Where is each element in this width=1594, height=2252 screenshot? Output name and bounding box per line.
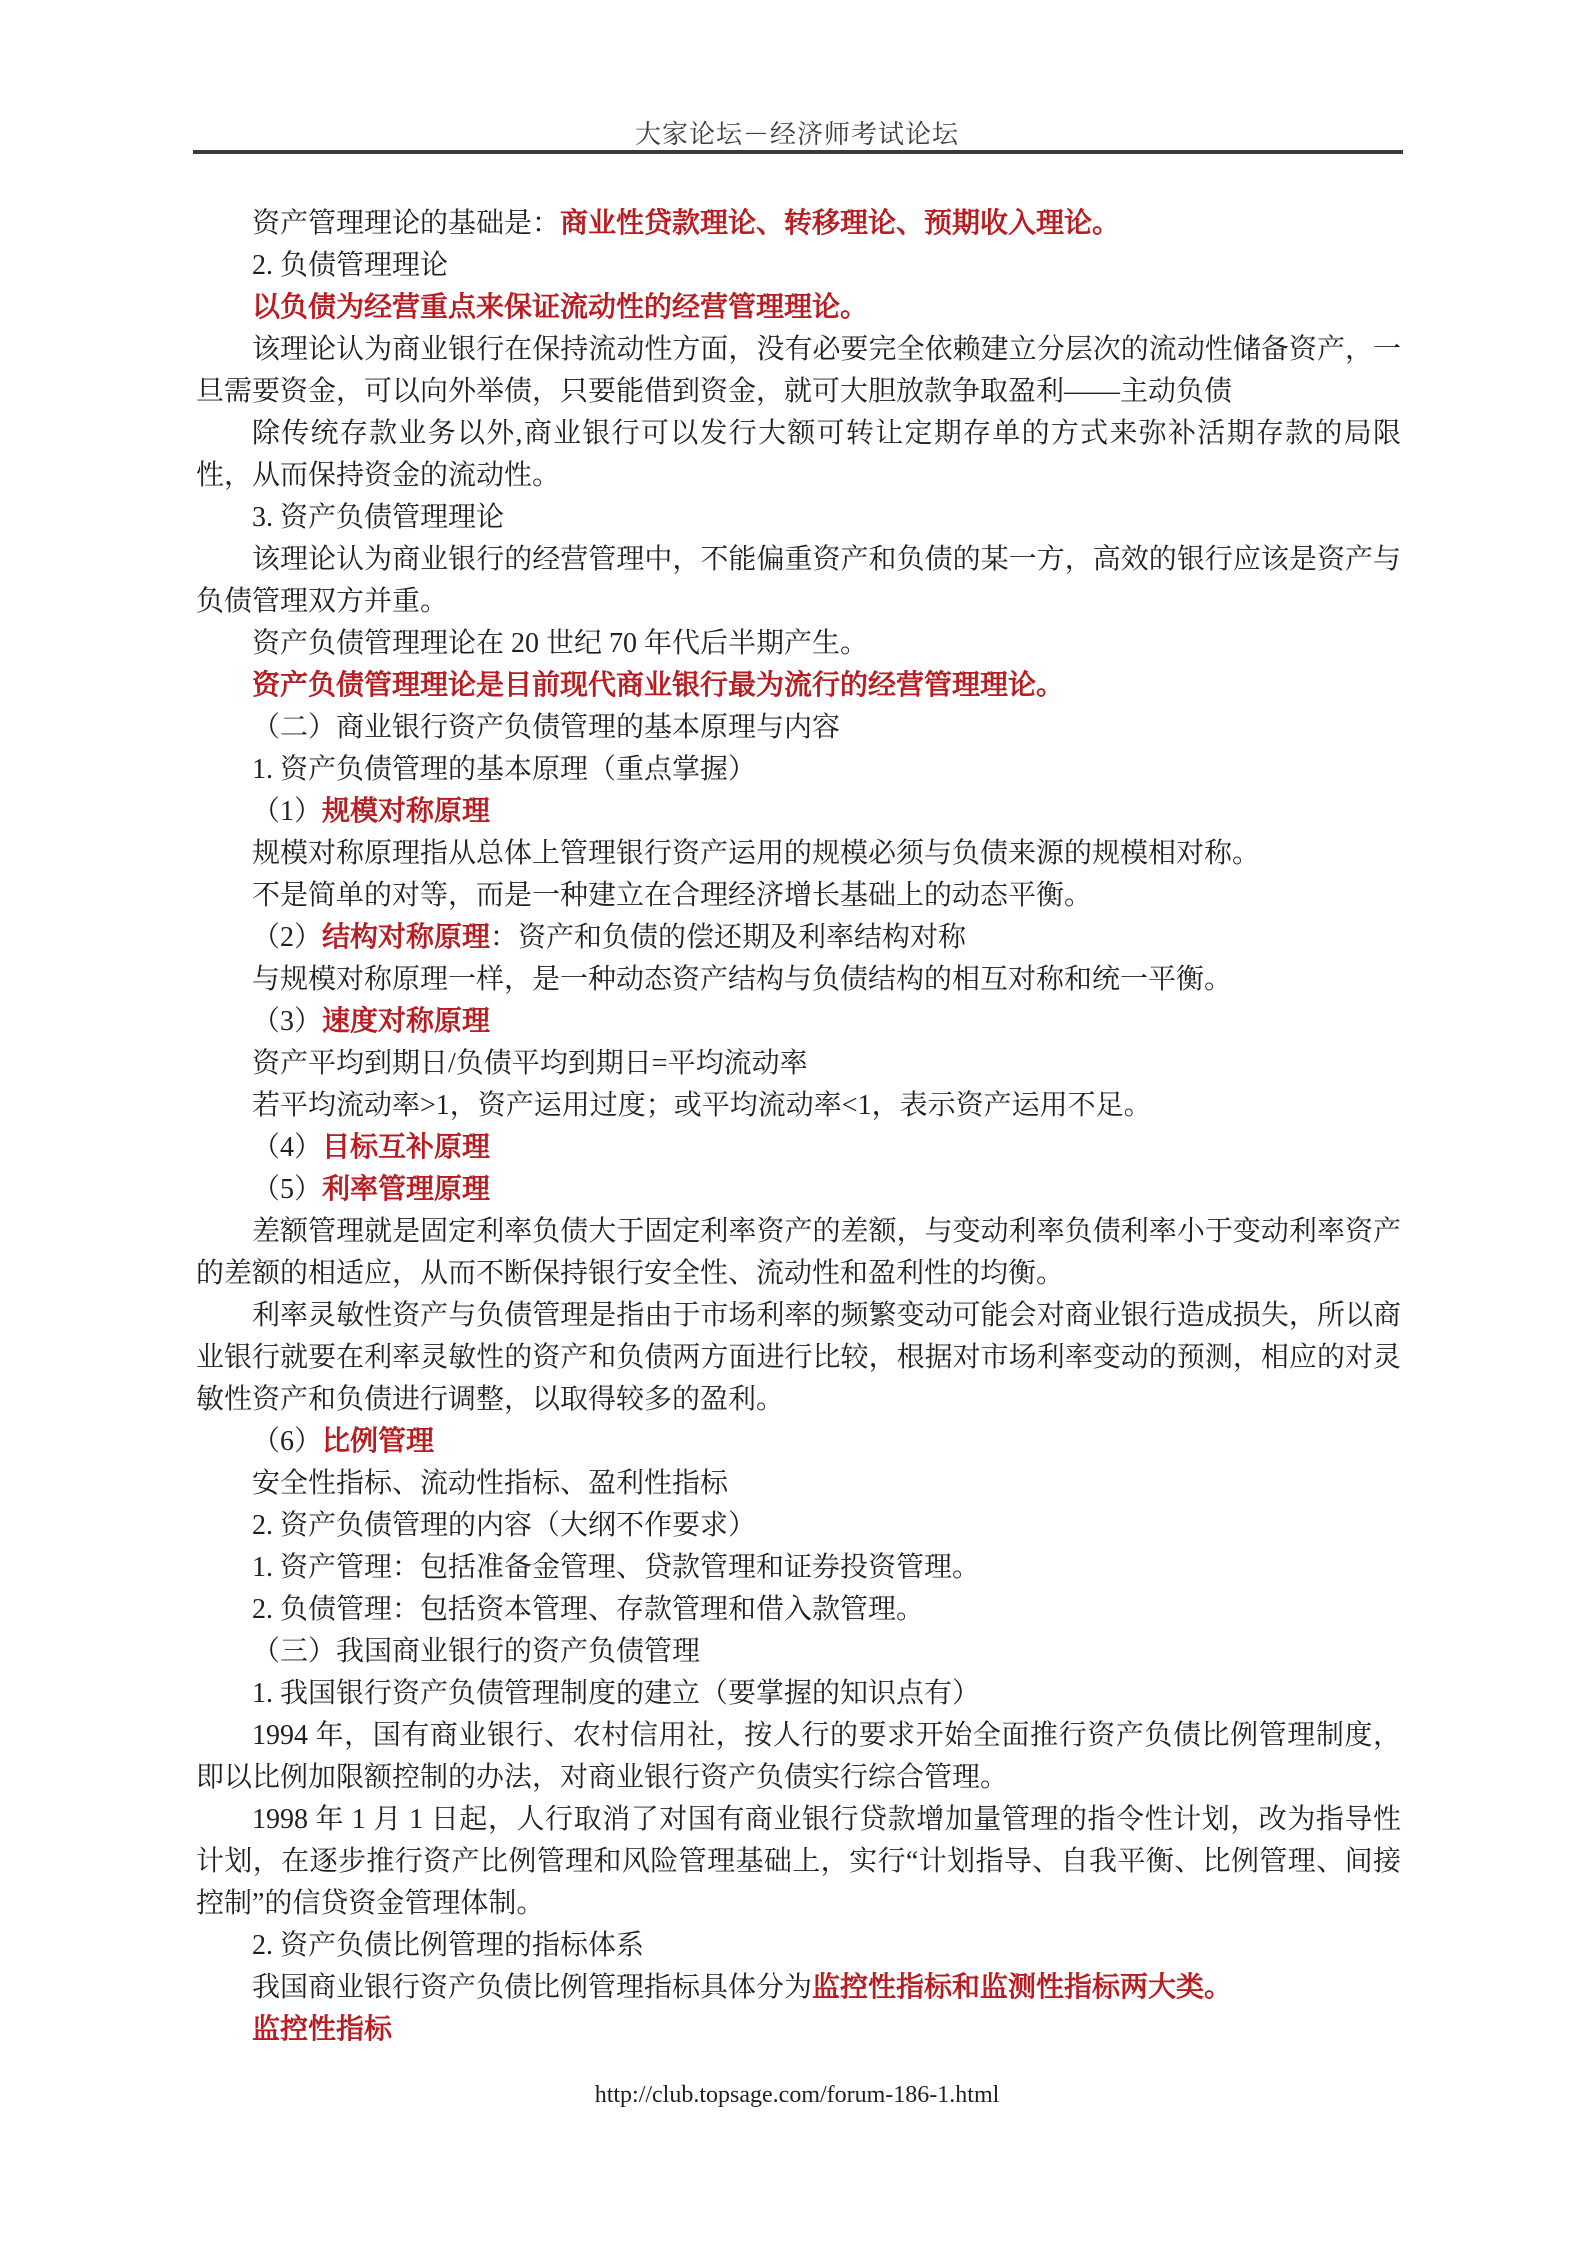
highlight-text-run: 监控性指标和监测性指标两大类。 — [812, 1972, 1233, 2003]
text-run: 2. 资产负债比例管理的指标体系 — [252, 1930, 645, 1961]
text-run: 1994 年，国有商业银行、农村信用社，按人行的要求开始全面推行资产负债比例管理制度，即以比例加限额控制的办法，对商业银行资产负债实行综合管理。 — [196, 1720, 1401, 1793]
page-footer — [0, 2082, 1594, 2109]
text-run: 该理论认为商业银行的经营管理中，不能偏重资产和负债的某一方，高效的银行应该是资产与负债管理双方并重。 — [196, 544, 1401, 617]
paragraph — [196, 707, 1401, 749]
text-run: （5） — [252, 1174, 323, 1205]
highlight-text-run: 目标互补原理 — [322, 1132, 491, 1163]
paragraph — [196, 1799, 1401, 1925]
highlight-text-run: 以负债为经营重点来保证流动性的经营管理理论。 — [252, 292, 869, 323]
paragraph — [196, 329, 1401, 413]
paragraph — [196, 1547, 1401, 1589]
paragraph — [196, 623, 1401, 665]
paragraph — [196, 1967, 1401, 2009]
paragraph — [196, 959, 1401, 1001]
paragraph — [196, 917, 1401, 959]
paragraph — [196, 833, 1401, 875]
paragraph — [196, 539, 1401, 623]
paragraph — [196, 791, 1401, 833]
text-run: 2. 负债管理理论 — [252, 250, 449, 281]
paragraph — [196, 1673, 1401, 1715]
text-run: 1. 资产管理：包括准备金管理、贷款管理和证券投资管理。 — [252, 1552, 981, 1583]
text-run: 除传统存款业务以外,商业银行可以发行大额可转让定期存单的方式来弥补活期存款的局限性，从而保持资金的流动性。 — [196, 418, 1401, 491]
highlight-text-run: 比例管理 — [322, 1426, 435, 1457]
text-run: 资产负债管理理论在 20 世纪 70 年代后半期产生。 — [252, 628, 869, 659]
text-run: （2） — [252, 922, 323, 953]
paragraph — [196, 1211, 1401, 1295]
text-run: 规模对称原理指从总体上管理银行资产运用的规模必须与负债来源的规模相对称。 — [252, 838, 1261, 869]
text-run: （6） — [252, 1426, 323, 1457]
text-run: 1998 年 1 月 1 日起，人行取消了对国有商业银行贷款增加量管理的指令性计划，改为指导性计划，在逐步推行资产比例管理和风险管理基础上，实行“计划指导、自我平衡、比例管理、间接控制”的信贷资金管理体制。 — [196, 1804, 1401, 1919]
highlight-text-run: 速度对称原理 — [322, 1006, 491, 1037]
text-run: 2. 资产负债管理的内容（大纲不作要求） — [252, 1510, 757, 1541]
text-run: （三）我国商业银行的资产负债管理 — [252, 1636, 701, 1667]
paragraph — [196, 1505, 1401, 1547]
paragraph — [196, 1085, 1401, 1127]
paragraph — [196, 1169, 1401, 1211]
paragraph — [196, 203, 1401, 245]
text-run: 2. 负债管理：包括资本管理、存款管理和借入款管理。 — [252, 1594, 925, 1625]
paragraph — [196, 665, 1401, 707]
text-run: 资产管理理论的基础是： — [252, 208, 561, 239]
paragraph — [196, 1631, 1401, 1673]
paragraph — [196, 1001, 1401, 1043]
text-run: 差额管理就是固定利率负债大于固定利率资产的差额，与变动利率负债利率小于变动利率资产的差额的相适应，从而不断保持银行安全性、流动性和盈利性的均衡。 — [196, 1216, 1401, 1289]
paragraph — [196, 1589, 1401, 1631]
highlight-text-run: 结构对称原理 — [322, 922, 491, 953]
paragraph — [196, 287, 1401, 329]
footer-url: http://club.topsage.com/forum-186-1.html — [594, 2082, 1000, 2108]
text-run: 该理论认为商业银行在保持流动性方面，没有必要完全依赖建立分层次的流动性储备资产，一旦需要资金，可以向外举债，只要能借到资金，就可大胆放款争取盈利——主动负债 — [196, 334, 1401, 407]
text-run: 我国商业银行资产负债比例管理指标具体分为 — [252, 1972, 813, 2003]
text-run: 若平均流动率>1，资产运用过度；或平均流动率<1，表示资产运用不足。 — [252, 1090, 1152, 1121]
paragraph — [196, 1295, 1401, 1421]
text-run: 与规模对称原理一样，是一种动态资产结构与负债结构的相互对称和统一平衡。 — [252, 964, 1233, 995]
text-run: 利率灵敏性资产与负债管理是指由于市场利率的频繁变动可能会对商业银行造成损失，所以商业银行就要在利率灵敏性的资产和负债两方面进行比较，根据对市场利率变动的预测，相应的对灵敏性资产和负债进行调整，以取得较多的盈利。 — [196, 1300, 1401, 1415]
text-run: （1） — [252, 796, 323, 827]
text-run: 不是简单的对等，而是一种建立在合理经济增长基础上的动态平衡。 — [252, 880, 1093, 911]
text-run: 3. 资产负债管理理论 — [252, 502, 505, 533]
paragraph — [196, 2009, 1401, 2051]
paragraph — [196, 413, 1401, 497]
text-run: （4） — [252, 1132, 323, 1163]
document-body — [196, 203, 1401, 2051]
paragraph — [196, 1715, 1401, 1799]
text-run: 安全性指标、流动性指标、盈利性指标 — [252, 1468, 729, 1499]
paragraph — [196, 1421, 1401, 1463]
highlight-text-run: 利率管理原理 — [322, 1174, 491, 1205]
paragraph — [196, 1043, 1401, 1085]
text-run: 1. 资产负债管理的基本原理（重点掌握） — [252, 754, 757, 785]
paragraph — [196, 875, 1401, 917]
highlight-text-run: 资产负债管理理论是目前现代商业银行最为流行的经营管理理论。 — [252, 670, 1065, 701]
header-divider — [193, 150, 1403, 154]
text-run: （3） — [252, 1006, 323, 1037]
paragraph — [196, 245, 1401, 287]
paragraph — [196, 749, 1401, 791]
text-run: 1. 我国银行资产负债管理制度的建立（要掌握的知识点有） — [252, 1678, 981, 1709]
text-run: （二）商业银行资产负债管理的基本原理与内容 — [252, 712, 841, 743]
text-run: 资产平均到期日/负债平均到期日=平均流动率 — [252, 1048, 808, 1079]
highlight-text-run: 监控性指标 — [252, 2014, 393, 2045]
paragraph — [196, 1127, 1401, 1169]
paragraph — [196, 497, 1401, 539]
highlight-text-run: 规模对称原理 — [322, 796, 491, 827]
paragraph — [196, 1463, 1401, 1505]
page-header-title: 大家论坛－经济师考试论坛 — [634, 120, 959, 149]
paragraph — [196, 1925, 1401, 1967]
highlight-text-run: 商业性贷款理论、转移理论、预期收入理论。 — [560, 208, 1121, 239]
text-run: ：资产和负债的偿还期及利率结构对称 — [490, 922, 967, 953]
